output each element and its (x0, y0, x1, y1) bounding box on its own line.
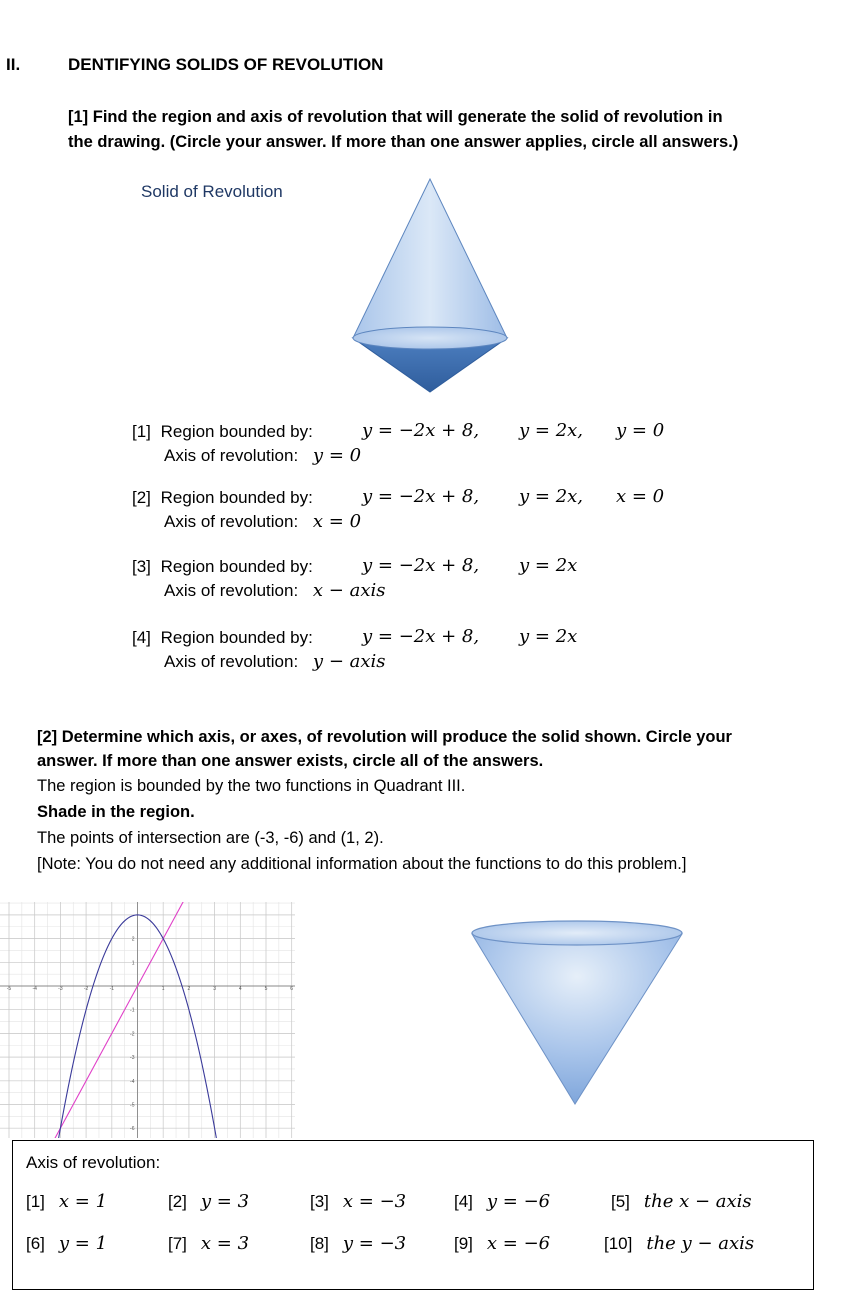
q1-prompt-line1: [1] Find the region and axis of revolution that will generate the solid of revolution in (68, 108, 723, 126)
cone-top-ellipse (472, 921, 682, 945)
q2-region-text: The region is bounded by the two functions in Quadrant III. (37, 777, 466, 795)
x-tick-label: -1 (109, 986, 115, 992)
q2-note: [Note: You do not need any additional information about the functions to do this problem.] (37, 855, 687, 873)
q1-option-3[interactable] (132, 555, 732, 603)
double-cone-figure (345, 172, 515, 402)
option-function-2: y = 2x (519, 626, 578, 647)
cone-base-ellipse (353, 327, 507, 349)
inverted-cone-figure (468, 915, 688, 1110)
x-tick-label: 5 (264, 986, 268, 992)
option-function-1: y = −2x + 8, (362, 626, 480, 647)
q2-prompt-line1: [2] Determine which axis, or axes, of revolution will produce the solid shown. Circle your (37, 728, 732, 746)
option-label: Region bounded by: (160, 422, 313, 441)
x-tick-label: 2 (187, 986, 191, 992)
section-title: DENTIFYING SOLIDS OF REVOLUTION (68, 55, 384, 74)
answer-option-1[interactable]: [1] x = 1 (26, 1191, 108, 1212)
option-function-1: y = −2x + 8, (362, 555, 480, 576)
x-tick-label: 1 (161, 986, 165, 992)
answer-option-4[interactable]: [4] y = −6 (454, 1191, 551, 1212)
option-function-2: y = 2x (519, 555, 578, 576)
q1-option-2[interactable] (132, 486, 732, 534)
answer-option-3[interactable]: [3] x = −3 (310, 1191, 407, 1212)
option-function-1: y = −2x + 8, (362, 420, 480, 441)
function-graph (0, 902, 295, 1138)
option-number: [3] (132, 557, 151, 576)
x-tick-label: 3 (213, 986, 216, 992)
line-y-2x (49, 902, 185, 1138)
y-tick-label: -3 (130, 1055, 135, 1062)
axis-label: Axis of revolution: (164, 652, 299, 671)
x-tick-label: -2 (83, 986, 89, 992)
y-tick-label: 1 (131, 960, 135, 967)
cone-body (472, 934, 682, 1104)
x-tick-label: 6 (290, 986, 294, 992)
q1-option-1[interactable] (132, 420, 732, 468)
answer-option-6[interactable]: [6] y = 1 (26, 1233, 108, 1254)
option-function-2: y = 2x, (519, 486, 584, 507)
x-tick-label: -3 (58, 986, 63, 992)
q1-prompt-line2: the drawing. (Circle your answer. If more than one answer applies, circle all answers.) (68, 133, 739, 151)
axis-value: x = 0 (312, 511, 362, 532)
y-tick-label: -4 (130, 1078, 135, 1085)
section-number: II. (6, 55, 21, 74)
x-tick-label: 4 (238, 986, 242, 992)
y-tick-label: -6 (130, 1126, 135, 1133)
q2-prompt-line2: answer. If more than one answer exists, circle all of the answers. (37, 752, 544, 770)
option-number: [1] (132, 422, 151, 441)
x-tick-label: -4 (32, 986, 37, 992)
axis-value: y − axis (312, 651, 386, 672)
answer-option-7[interactable]: [7] x = 3 (168, 1233, 250, 1254)
option-function-3: x = 0 (616, 486, 665, 507)
q1-option-4[interactable] (132, 626, 732, 674)
y-tick-label: 2 (131, 936, 135, 943)
answer-option-10[interactable]: [10] the y − axis (604, 1233, 755, 1254)
q2-shade-instruction: Shade in the region. (37, 803, 195, 821)
option-label: Region bounded by: (160, 628, 313, 647)
option-function-2: y = 2x, (519, 420, 584, 441)
solid-label: Solid of Revolution (141, 182, 283, 201)
option-function-1: y = −2x + 8, (362, 486, 480, 507)
axis-label: Axis of revolution: (164, 446, 299, 465)
option-number: [2] (132, 488, 151, 507)
option-number: [4] (132, 628, 151, 647)
axis-label: Axis of revolution: (164, 581, 299, 600)
q2-intersection-text: The points of intersection are (-3, -6) and (1, 2). (37, 829, 384, 847)
answer-option-8[interactable]: [8] y = −3 (310, 1233, 407, 1254)
option-label: Region bounded by: (160, 557, 313, 576)
y-tick-label: -1 (130, 1007, 135, 1014)
axis-value: y = 0 (312, 445, 362, 466)
y-tick-label: -5 (130, 1102, 135, 1109)
answer-heading: Axis of revolution: (26, 1153, 161, 1172)
option-function-3: y = 0 (616, 420, 665, 441)
answer-option-9[interactable]: [9] x = −6 (454, 1233, 551, 1254)
y-tick-label: -2 (130, 1031, 135, 1038)
upper-cone (353, 179, 507, 338)
axis-value: x − axis (312, 580, 386, 601)
answer-option-2[interactable]: [2] y = 3 (168, 1191, 250, 1212)
option-label: Region bounded by: (160, 488, 313, 507)
answer-option-5[interactable]: [5] the x − axis (611, 1191, 752, 1212)
x-tick-label: -5 (6, 986, 12, 992)
axis-label: Axis of revolution: (164, 512, 299, 531)
